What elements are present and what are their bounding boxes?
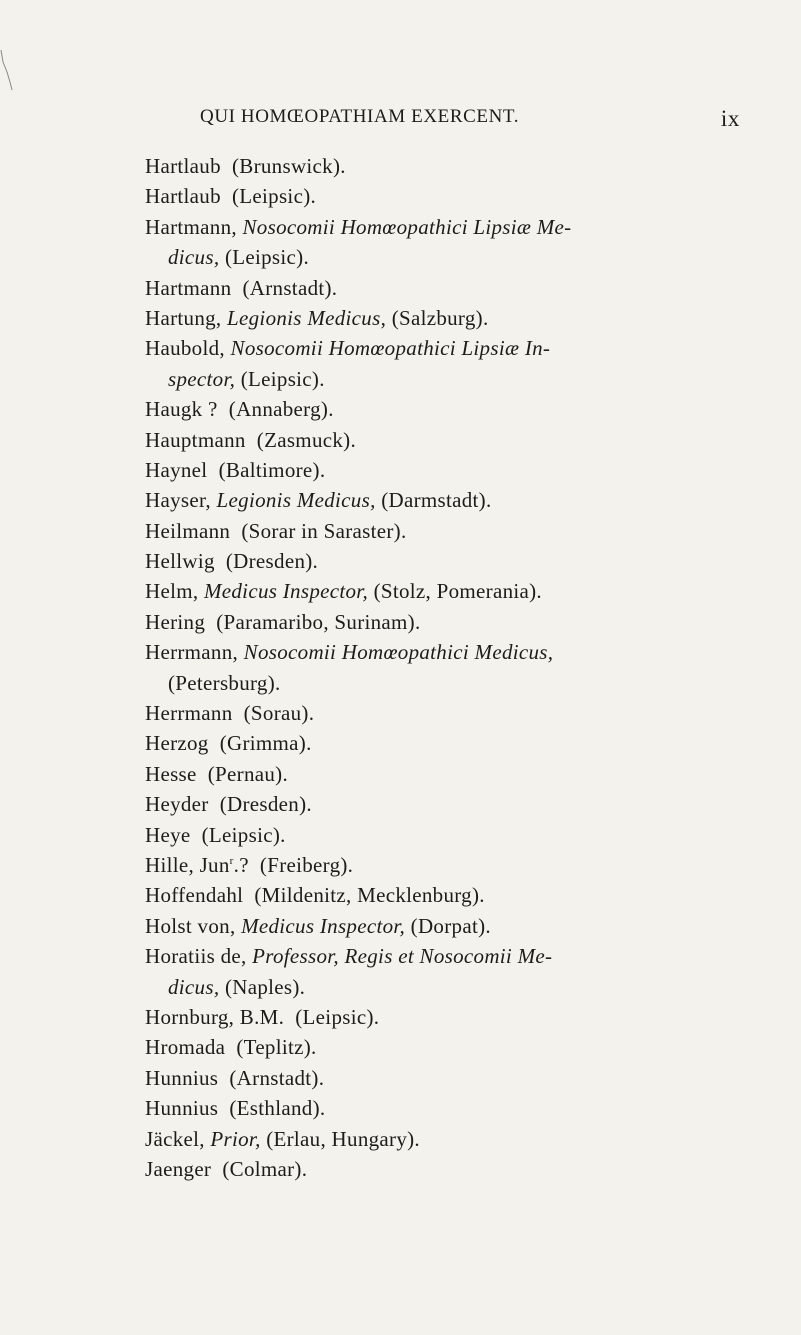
list-item: Haubold, Nosocomii Homœopathici Lipsiæ In- — [145, 336, 551, 361]
list-item: Heye (Leipsic). — [145, 822, 286, 847]
running-header — [200, 106, 740, 136]
scan-artifact-line — [0, 48, 14, 92]
list-item: Hartung, Legionis Medicus, (Salzburg). — [145, 305, 489, 330]
list-item: Holst von, Medicus Inspector, (Dorpat). — [145, 913, 491, 938]
list-item: Heyder (Dresden). — [145, 792, 312, 817]
list-item: Hellwig (Dresden). — [145, 549, 319, 574]
list-item: Hromada (Teplitz). — [145, 1035, 317, 1060]
list-item: Hoffendahl (Mildenitz, Mecklenburg). — [145, 883, 485, 908]
list-item: Horatiis de, Professor, Regis et Nosocomii Me- — [145, 944, 553, 969]
list-item: Herzog (Grimma). — [145, 731, 312, 756]
list-item-continuation: spector, (Leipsic). — [168, 366, 325, 391]
list-item: Hauptmann (Zasmuck). — [145, 427, 357, 452]
list-item: Hartlaub (Brunswick). — [145, 154, 346, 178]
list-item: Jäckel, Prior, (Erlau, Hungary). — [145, 1126, 420, 1151]
list-item: Hunnius (Arnstadt). — [145, 1065, 325, 1090]
name-list — [145, 151, 745, 1184]
list-item: Hornburg, B.M. (Leipsic). — [145, 1004, 380, 1029]
list-item: Herrmann, Nosocomii Homœopathici Medicus, — [145, 640, 554, 665]
list-item: Hille, Jun$^r$.? (Freiberg). — [145, 852, 354, 877]
list-item: Hartmann, Nosocomii Homœopathici Lipsiæ Me- — [145, 214, 572, 239]
list-item: Hayser, Legionis Medicus, (Darmstadt). — [145, 488, 492, 513]
list-item: Helm, Medicus Inspector, (Stolz, Pomerania). — [145, 579, 542, 604]
list-item-continuation: (Petersburg). — [168, 670, 281, 695]
header-title: QUI HOMŒOPATHIAM EXERCENT. — [200, 106, 520, 127]
list-item: Hunnius (Esthland). — [145, 1096, 326, 1121]
list-item: Haynel (Baltimore). — [145, 457, 326, 482]
list-item: Haugk ? (Annaberg). — [145, 397, 334, 422]
list-item: Hartmann (Arnstadt). — [145, 275, 338, 300]
list-item-continuation: dicus, (Leipsic). — [168, 245, 309, 270]
page-number: ix — [720, 106, 740, 131]
list-item: Herrmann (Sorau). — [145, 701, 315, 726]
list-item: Heilmann (Sorar in Saraster). — [145, 518, 407, 543]
list-item: Hesse (Pernau). — [145, 761, 289, 786]
list-item: Hartlaub (Leipsic). — [145, 184, 317, 209]
list-item: Jaenger (Colmar). — [145, 1156, 308, 1181]
list-item: Hering (Paramaribo, Surinam). — [145, 609, 421, 634]
list-item-continuation: dicus, (Naples). — [168, 974, 306, 999]
